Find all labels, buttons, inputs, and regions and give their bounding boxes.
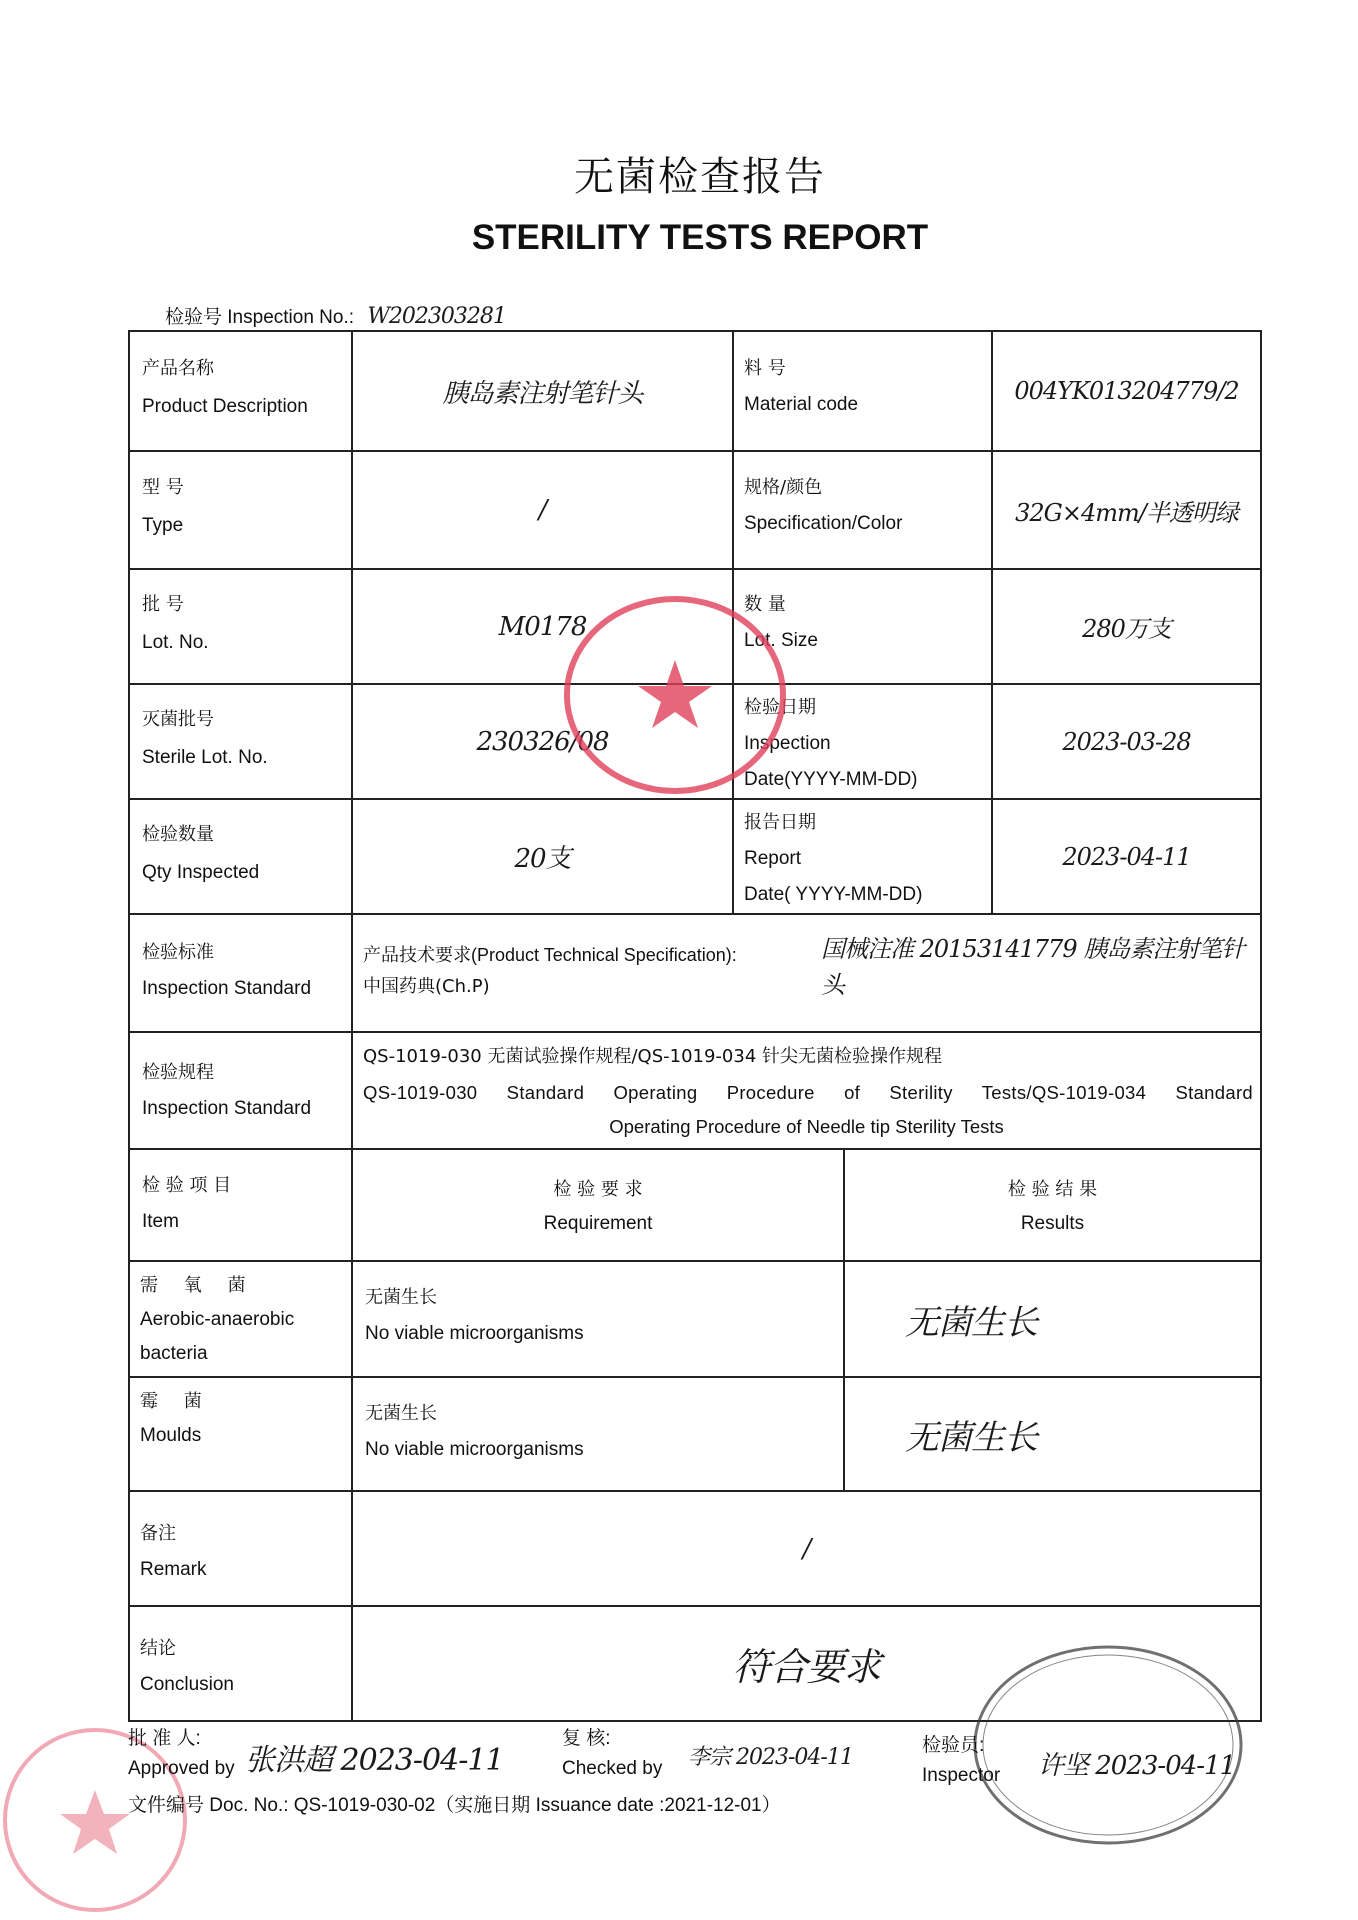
standard-value-cell: [351, 913, 1262, 1033]
standard-cn: 检验标准: [142, 942, 214, 963]
result-cell: [843, 1376, 1262, 1492]
label-en-2: Date(YYYY-MM-DD): [744, 768, 918, 790]
requirement-header-en: Requirement: [543, 1213, 653, 1234]
standard-handwritten: 国械注准 20153141779 胰岛素注射笔针头: [821, 935, 1245, 999]
remark-en: Remark: [140, 1559, 207, 1580]
label-cn: 数 量: [744, 593, 786, 615]
value-handwritten: 280万支: [1082, 615, 1171, 643]
value-cell: [991, 568, 1262, 685]
requirement-header-cn: 检 验 要 求: [553, 1179, 643, 1200]
label-cn: 报告日期: [744, 811, 816, 833]
label-cn: 灭菌批号: [142, 708, 214, 730]
remark-value: /: [802, 1533, 811, 1564]
value-handwritten: 2023-04-11: [1062, 842, 1191, 871]
label-cn: 批 号: [142, 593, 184, 615]
requirement-cn: 无菌生长: [365, 1403, 437, 1424]
result-handwritten: 无菌生长: [905, 1417, 1037, 1458]
label-cell: [128, 683, 353, 800]
label-en: Lot. No.: [142, 631, 209, 653]
procedure-line2: QS-1019-030 Standard Operating Procedure of Sterility Tests/QS-1019-034 Standard: [363, 1082, 1253, 1103]
label-cn: 规格/颜色: [744, 477, 823, 498]
item-cn: 霉 菌: [140, 1391, 212, 1412]
approved-signature: 张洪超 2023-04-11: [245, 1743, 504, 1778]
label-cell: [732, 683, 993, 800]
remark-value-cell: [351, 1490, 1262, 1607]
label-cell: [128, 330, 353, 452]
value-cell: [351, 450, 734, 570]
value-cell: [351, 798, 734, 915]
conclusion-en: Conclusion: [140, 1674, 234, 1695]
checked-by: [562, 1723, 662, 1780]
standard-line2: 中国药典(Ch.P): [363, 976, 490, 997]
value-handwritten: 2023-03-28: [1062, 727, 1191, 756]
procedure-line1: QS-1019-030 无菌试验操作规程/QS-1019-034 针尖无菌检验操作规程: [363, 1046, 943, 1067]
conclusion-value-cell: [351, 1605, 1262, 1722]
value-cell: [351, 330, 734, 452]
result-handwritten: 无菌生长: [905, 1302, 1037, 1343]
requirement-en: No viable microorganisms: [365, 1323, 584, 1344]
requirement-cell: [351, 1260, 845, 1378]
inspection-no-value: W202303281: [367, 304, 506, 329]
label-cell: [732, 798, 993, 915]
label-cell: [732, 450, 993, 570]
results-header: [843, 1148, 1262, 1262]
label-cn: 检验日期: [744, 696, 816, 718]
label-en: Report: [744, 847, 802, 869]
requirement-cell: [351, 1376, 845, 1492]
value-handwritten: M0178: [498, 611, 587, 642]
value-handwritten: 004YK013204779/2: [1014, 377, 1239, 405]
label-cell: [128, 568, 353, 685]
requirement-header: [351, 1148, 845, 1262]
doc-number: 文件编号 Doc. No.: QS-1019-030-02（实施日期 Issuance date :2021-12-01）: [128, 1795, 781, 1816]
result-cell: [843, 1260, 1262, 1378]
item-en: Aerobic-anaerobic: [140, 1309, 295, 1330]
approved-en: Approved by: [128, 1758, 235, 1779]
item-cell: [128, 1260, 353, 1378]
requirement-en: No viable microorganisms: [365, 1439, 584, 1460]
value-cell: [351, 683, 734, 800]
conclusion-cn: 结论: [140, 1638, 176, 1659]
procedure-line3: Operating Procedure of Needle tip Sterility Tests: [609, 1116, 1004, 1137]
label-cell: [128, 1148, 353, 1262]
value-cell: [351, 568, 734, 685]
label-cell: [128, 450, 353, 570]
inspector-cn: 检验员:: [922, 1735, 985, 1756]
item-cell: [128, 1376, 353, 1492]
standard-line1: 产品技术要求(Product Technical Specification):: [363, 945, 737, 965]
inspection-no: [165, 302, 506, 329]
label-cell: [128, 913, 353, 1033]
label-cell: [128, 1031, 353, 1150]
value-handwritten: 230326/08: [476, 726, 609, 757]
title-en: STERILITY TESTS REPORT: [471, 218, 929, 257]
procedure-cn: 检验规程: [142, 1062, 214, 1083]
item-en-2: bacteria: [140, 1343, 208, 1364]
label-en: Lot. Size: [744, 629, 818, 651]
results-header-cn: 检 验 结 果: [1007, 1179, 1098, 1200]
value-cell: [991, 450, 1262, 570]
checked-cn: 复 核:: [562, 1728, 611, 1749]
inspection-no-label: 检验号 Inspection No.:: [165, 307, 355, 328]
conclusion-value: 符合要求: [732, 1645, 881, 1689]
label-en: Type: [142, 515, 184, 536]
remark-cn: 备注: [140, 1523, 176, 1544]
item-header-cn: 检 验 项 目: [142, 1175, 232, 1196]
item-en: Moulds: [140, 1425, 202, 1446]
value-cell: [991, 798, 1262, 915]
label-cn: 产品名称: [142, 358, 214, 379]
inspector-signature: 许坚 2023-04-11: [1038, 1751, 1236, 1781]
checked-signature: 李宗 2023-04-11: [688, 1745, 853, 1770]
label-en: Specification/Color: [744, 513, 903, 534]
item-cn: 需 氧 菌: [140, 1275, 256, 1296]
item-header-en: Item: [142, 1211, 179, 1232]
label-cell: [732, 568, 993, 685]
label-cell: [128, 798, 353, 915]
label-en-2: Date( YYYY-MM-DD): [744, 883, 923, 905]
checked-en: Checked by: [562, 1758, 663, 1779]
label-en: Sterile Lot. No.: [142, 746, 268, 768]
approved-cn: 批 准 人:: [128, 1728, 201, 1749]
inspector-en: Inspector: [922, 1765, 1001, 1786]
procedure-en: Inspection Standard: [142, 1098, 312, 1119]
requirement-cn: 无菌生长: [365, 1287, 437, 1308]
label-cell: [128, 1605, 353, 1722]
value-handwritten: /: [538, 495, 547, 525]
label-en: Qty Inspected: [142, 861, 260, 883]
standard-en: Inspection Standard: [142, 978, 312, 999]
label-cell: [732, 330, 993, 452]
value-cell: [991, 330, 1262, 452]
value-cell: [991, 683, 1262, 800]
label-en: Product Description: [142, 396, 308, 417]
title-cn: 无菌检查报告: [574, 154, 826, 200]
value-handwritten: 32G×4mm/半透明绿: [1015, 498, 1238, 527]
value-handwritten: 胰岛素注射笔针头: [442, 378, 643, 409]
procedure-value-cell: [351, 1031, 1262, 1150]
label-cn: 检验数量: [142, 823, 214, 845]
label-cn: 料 号: [744, 358, 786, 379]
approved-by: [128, 1723, 235, 1780]
inspector: [922, 1730, 1000, 1787]
value-handwritten: 20支: [514, 844, 571, 874]
label-cn: 型 号: [142, 477, 184, 498]
label-en: Inspection: [744, 732, 831, 754]
results-header-en: Results: [1020, 1213, 1085, 1234]
label-en: Material code: [744, 394, 859, 415]
label-cell: [128, 1490, 353, 1607]
